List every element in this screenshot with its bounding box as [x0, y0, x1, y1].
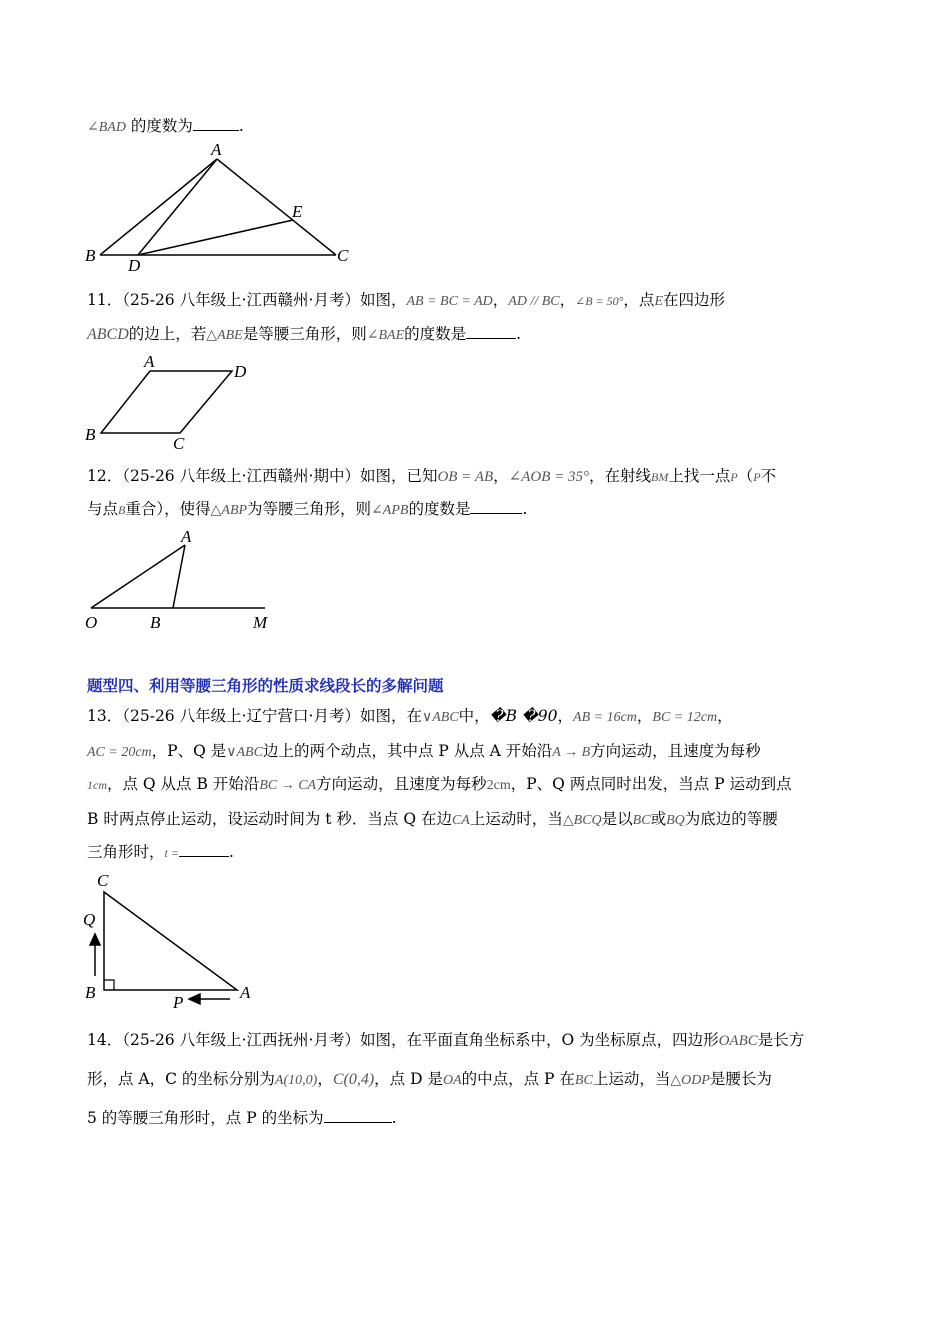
label-e: E — [292, 202, 303, 221]
text: ，P、Q 两点同时出发，当点 P 运动到点 — [510, 775, 792, 793]
figure-q11-parallelogram — [80, 352, 270, 452]
parallelogram-abcd — [101, 371, 232, 433]
arrow-left-icon — [189, 994, 200, 1004]
text: 是等腰三角形，则 — [242, 325, 367, 343]
math: OB = AB — [437, 469, 494, 485]
math: OA — [442, 1073, 462, 1088]
q11-number: 11． — [87, 291, 123, 309]
q11-line-1 — [87, 289, 725, 313]
math: ABCD — [87, 326, 129, 343]
period: . — [391, 1109, 397, 1127]
label-a: A — [181, 527, 192, 546]
q12-number: 12． — [87, 467, 123, 485]
text: ，点 D 是 — [374, 1070, 443, 1088]
text: ， — [557, 707, 574, 725]
answer-blank[interactable] — [470, 499, 522, 514]
math: ∠BAE — [366, 328, 405, 343]
q11-source: （25-26 八年级上·江西赣州·月考） — [122, 291, 360, 309]
text: 如图，在 — [359, 707, 422, 725]
text: 在四边形 — [663, 291, 726, 309]
figure-q12-ray — [80, 525, 280, 635]
text: 是腰长为 — [709, 1070, 772, 1088]
label-d: D — [128, 256, 141, 275]
segment-de — [138, 220, 293, 255]
q13-line-2 — [87, 740, 761, 764]
math: ∠AOB = 35° — [508, 469, 590, 485]
text: 的度数是 — [404, 325, 467, 343]
math: BQ — [666, 813, 685, 828]
right-angle-mark — [104, 980, 114, 990]
arrow-up-icon — [90, 934, 100, 945]
math: P — [730, 470, 738, 484]
text: ， — [493, 467, 509, 485]
q12-source: （25-26 八年级上·江西赣州·期中） — [122, 467, 360, 485]
label-p: P — [173, 993, 184, 1012]
math: AB = BC = AD — [406, 294, 493, 309]
q10-tail-line — [87, 115, 244, 139]
period: . — [516, 325, 522, 343]
text: ， — [317, 1070, 333, 1088]
math: 2cm — [486, 778, 511, 793]
math-angle-bad: ∠BAD — [87, 120, 126, 135]
q14-number: 14． — [87, 1031, 123, 1049]
segment-ab — [173, 545, 185, 608]
math: OABC — [718, 1033, 758, 1049]
text: 重合），使得 — [125, 500, 211, 518]
text: 为等腰三角形，则 — [247, 500, 372, 518]
label-b: B — [85, 246, 96, 265]
text: 方向运动，且速度为每秒 — [316, 775, 487, 793]
text: 的度数是 — [408, 500, 471, 518]
q14-source: （25-26 八年级上·江西抚州·月考） — [122, 1031, 360, 1049]
label-m: M — [253, 613, 268, 632]
text: 5 的等腰三角形时，点 P 的坐标为 — [87, 1109, 324, 1127]
math: AD // BC — [508, 294, 560, 309]
q13-line-1 — [87, 705, 733, 729]
text: 如图，在平面直角坐标系中，O 为坐标原点，四边形 — [359, 1031, 719, 1049]
q14-line-3 — [87, 1107, 397, 1129]
math: E — [654, 294, 663, 309]
math: AB = 16cm — [573, 710, 637, 725]
label-c: C — [97, 871, 109, 890]
text: 与点 — [87, 500, 119, 518]
text: 为底边的等腰 — [684, 810, 778, 828]
label-c: C — [337, 246, 349, 265]
triangle-cba — [104, 892, 237, 990]
math: P — [753, 470, 761, 484]
math: C(0,4) — [332, 1071, 375, 1088]
math: ∠B = 50° — [575, 294, 624, 308]
text: ， — [717, 707, 733, 725]
math: BC → CA — [259, 778, 317, 793]
text: 边上的两个动点，其中点 P 从点 A 开始沿 — [262, 742, 553, 760]
section-heading: 题型四、利用等腰三角形的性质求线段长的多解问题 — [87, 677, 444, 695]
math: B — [118, 503, 126, 517]
text: 上运动时，当 — [469, 810, 563, 828]
text: 形，点 A，C 的坐标分别为 — [87, 1070, 275, 1088]
text: ， — [492, 291, 509, 309]
answer-blank[interactable] — [466, 324, 516, 339]
math-garbled: �B �90 — [489, 707, 558, 725]
math: ∨ABC — [421, 710, 459, 725]
math: BC = 12cm — [652, 710, 718, 725]
q12-line-2 — [87, 498, 527, 522]
text: （ — [737, 467, 754, 485]
q12-line-1 — [87, 465, 776, 488]
answer-blank[interactable] — [193, 116, 239, 131]
label-a: A — [144, 352, 155, 371]
label-q: Q — [83, 910, 96, 929]
text: 中， — [458, 707, 490, 725]
math: A → B — [552, 745, 591, 760]
text: ，点 Q 从点 B 开始沿 — [107, 775, 260, 793]
text: 上找一点 — [668, 467, 731, 485]
text: ，P、Q 是 — [151, 742, 227, 760]
math: △ABP — [210, 503, 248, 518]
text: 不 — [760, 467, 777, 485]
text: 的边上，若 — [128, 325, 207, 343]
text: ， — [636, 707, 653, 725]
math: t = — [164, 846, 179, 860]
label-b: B — [150, 613, 161, 632]
text: 的度数为 — [125, 117, 193, 135]
label-c: C — [173, 434, 185, 453]
math: AC = 20cm — [87, 745, 152, 760]
math: ∨ABC — [226, 745, 263, 760]
text: 的中点，点 P 在 — [461, 1070, 575, 1088]
text: 是长方 — [757, 1031, 805, 1049]
label-d: D — [234, 362, 247, 381]
figure-q13-right-triangle — [80, 868, 270, 1018]
answer-blank[interactable] — [324, 1108, 392, 1123]
period: . — [238, 117, 244, 135]
text: 或 — [650, 810, 667, 828]
text: 上运动，当 — [592, 1070, 671, 1088]
math: △ODP — [670, 1073, 710, 1088]
segment-oa — [91, 545, 185, 608]
q13-line-5 — [87, 841, 234, 864]
text: ，在射线 — [589, 467, 652, 485]
q13-line-3 — [87, 773, 792, 797]
math: 1cm — [87, 778, 107, 792]
period: . — [228, 843, 234, 861]
text: 是以 — [601, 810, 633, 828]
label-b: B — [85, 983, 96, 1002]
label-b: B — [85, 425, 96, 444]
math: BC — [574, 1073, 593, 1088]
text: 如图，已知 — [359, 467, 438, 485]
q13-source: （25-26 八年级上·辽宁营口·月考） — [122, 707, 360, 725]
math: △BCQ — [562, 813, 602, 828]
period: . — [522, 500, 528, 518]
q13-number: 13． — [87, 707, 123, 725]
math: BC — [632, 813, 651, 828]
text: 如图， — [359, 291, 407, 309]
label-a: A — [211, 140, 222, 159]
q11-line-2 — [87, 323, 521, 347]
text: ， — [559, 291, 576, 309]
q14-line-2 — [87, 1068, 772, 1092]
text: B 时两点停止运动，设运动时间为 t 秒．当点 Q 在边 — [87, 810, 452, 828]
math: ∠APB — [371, 503, 409, 518]
answer-blank[interactable] — [179, 842, 229, 857]
label-a: A — [240, 983, 251, 1002]
text: 方向运动，且速度为每秒 — [590, 742, 761, 760]
text: 三角形时， — [87, 843, 165, 861]
figure-q10-triangle — [80, 140, 360, 275]
math: △ABE — [206, 328, 243, 343]
q13-line-4 — [87, 808, 778, 832]
math: CA — [451, 813, 470, 828]
q14-line-1 — [87, 1029, 804, 1052]
segment-ac — [217, 159, 336, 255]
text: ，点 — [623, 291, 655, 309]
label-o: O — [85, 613, 98, 632]
math: A(10,0) — [274, 1073, 318, 1088]
math: BM — [651, 470, 669, 484]
